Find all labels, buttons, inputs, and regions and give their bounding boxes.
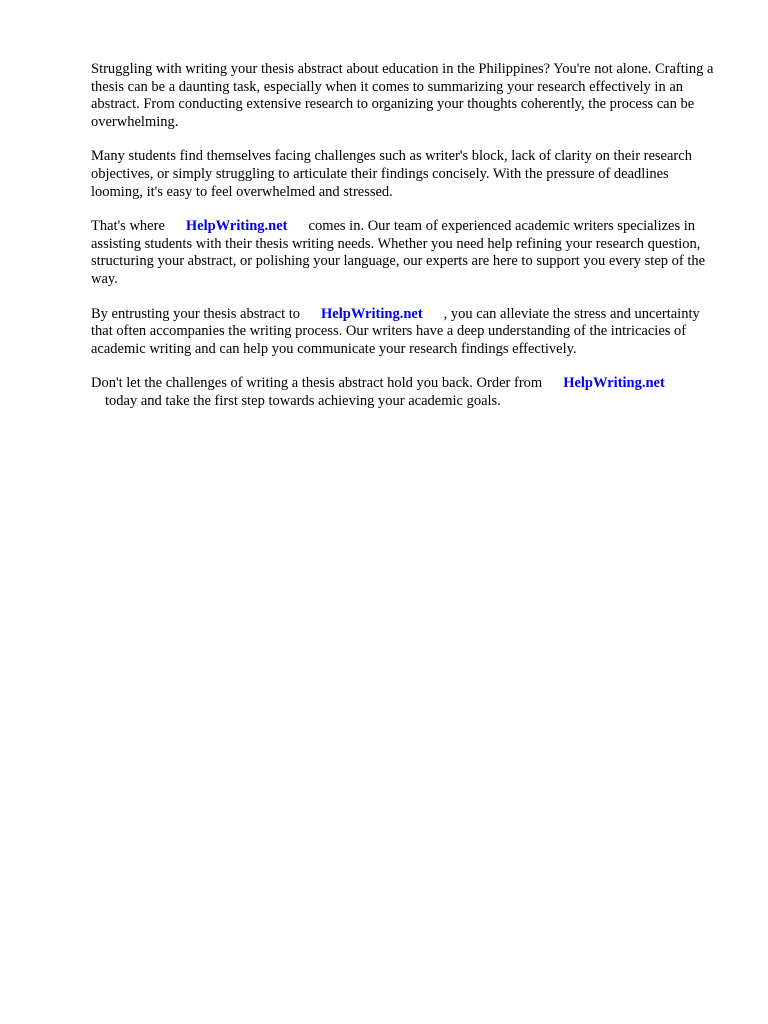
helpwriting-link-3[interactable]: HelpWriting.net bbox=[563, 375, 665, 392]
paragraph-service-text-before: That's where bbox=[91, 218, 165, 235]
paragraph-intro bbox=[91, 61, 723, 131]
paragraph-service-text-after: comes in. Our team of experienced academic writers specializes in assisting students with their thesis writing needs. Whether you need help refining your research question, structuring your abstract, or polishing your language, our experts are here to support you every step of the way. bbox=[91, 218, 706, 287]
paragraph-intro-text: Struggling with writing your thesis abstract about education in the Philippines? You're not alone. Crafting a thesis can be a daunting task, especially when it comes to summarizing your research effectively in an abstract. From conducting extensive research to organizing your thoughts coherently, the process can be overwhelming. bbox=[91, 61, 714, 130]
paragraph-cta-text-after: today and take the first step towards achieving your academic goals. bbox=[105, 392, 501, 409]
paragraph-benefits-text-after: , you can alleviate the stress and uncertainty that often accompanies the writing process. Our writers have a deep understanding of the intricacies of academic writing and can help you communicate your research findings effectively. bbox=[91, 305, 700, 357]
paragraph-service bbox=[91, 218, 723, 288]
document-body bbox=[91, 61, 723, 428]
paragraph-benefits bbox=[91, 306, 723, 359]
paragraph-challenges-text: Many students find themselves facing challenges such as writer's block, lack of clarity on their research objectives, or simply struggling to articulate their findings concisely. With the pressure of deadlines looming, it's easy to feel overwhelmed and stressed. bbox=[91, 148, 692, 200]
paragraph-challenges bbox=[91, 148, 723, 201]
paragraph-cta-text-before: Don't let the challenges of writing a thesis abstract hold you back. Order from bbox=[91, 375, 543, 392]
paragraph-call-to-action bbox=[91, 375, 723, 410]
paragraph-benefits-text-before: By entrusting your thesis abstract to bbox=[91, 305, 301, 322]
helpwriting-link-2[interactable]: HelpWriting.net bbox=[321, 305, 423, 322]
helpwriting-link-1[interactable]: HelpWriting.net bbox=[185, 218, 288, 235]
